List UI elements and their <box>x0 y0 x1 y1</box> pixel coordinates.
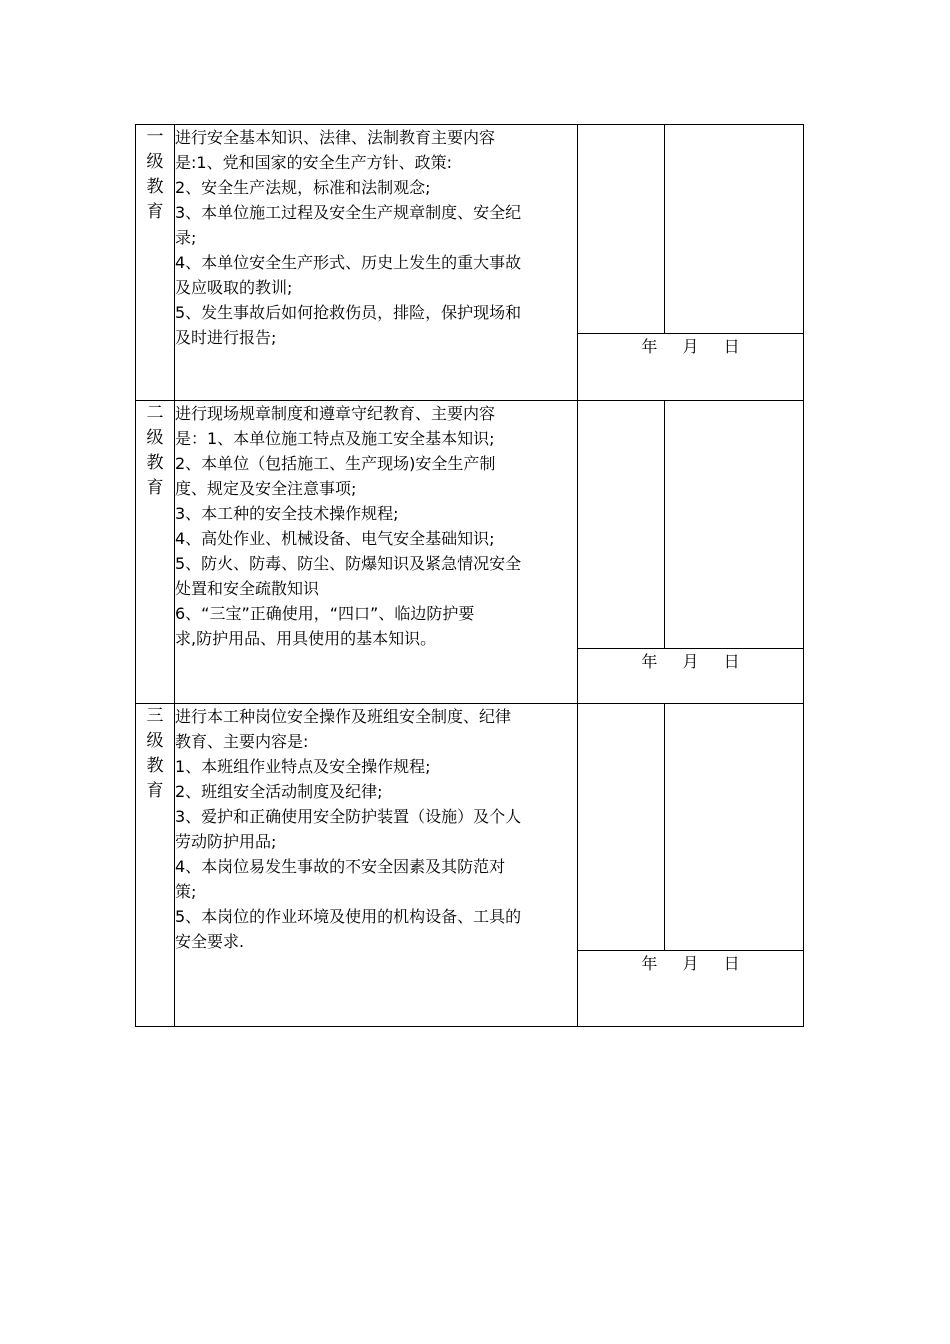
content-line: 是:1、党和国家的安全生产方针、政策: <box>175 153 452 172</box>
level-char: 育 <box>146 781 164 801</box>
content-line: 3、本单位施工过程及安全生产规章制度、安全纪 <box>175 203 522 222</box>
level-char: 级 <box>146 428 164 448</box>
content-line: 5、本岗位的作业环境及使用的机构设备、工具的 <box>175 907 522 926</box>
level-char: 三 <box>146 706 164 726</box>
content-line: 进行本工种岗位安全操作及班组安全制度、纪律 <box>175 707 512 726</box>
section-1-signature-cell-a[interactable] <box>578 125 665 334</box>
level-char: 教 <box>146 756 164 776</box>
content-line: 进行安全基本知识、法律、法制教育主要内容 <box>175 128 496 147</box>
level-char: 教 <box>146 177 164 197</box>
content-line: 2、安全生产法规，标准和法制观念; <box>175 178 431 197</box>
content-line: 劳动防护用品; <box>175 832 277 851</box>
date-year: 年 <box>641 337 658 356</box>
date-year: 年 <box>641 652 658 671</box>
content-line: 策; <box>175 882 197 901</box>
section-2-row <box>136 401 804 649</box>
content-line: 度、规定及安全注意事项; <box>175 479 357 498</box>
section-2-date[interactable] <box>578 649 804 704</box>
content-line: 及时进行报告; <box>175 328 277 347</box>
content-line: 5、防火、防毒、防尘、防爆知识及紧急情况安全 <box>175 554 522 573</box>
level-char: 一 <box>146 127 164 147</box>
content-line: 3、爱护和正确使用安全防护装置（设施）及个人 <box>175 807 522 826</box>
section-3-signature-cell-b[interactable] <box>665 704 804 951</box>
date-month: 月 <box>682 954 699 973</box>
content-line: 3、本工种的安全技术操作规程; <box>175 504 399 523</box>
content-line: 是：1、本单位施工特点及施工安全基本知识; <box>175 429 495 448</box>
content-line: 5、发生事故后如何抢救伤员，排险，保护现场和 <box>175 303 522 322</box>
section-1-date[interactable] <box>578 334 804 401</box>
date-month: 月 <box>682 652 699 671</box>
section-3-row <box>136 704 804 951</box>
level-char: 二 <box>146 403 164 423</box>
content-line: 进行现场规章制度和遵章守纪教育、主要内容 <box>175 404 496 423</box>
date-month: 月 <box>682 337 699 356</box>
content-line: 2、班组安全活动制度及纪律; <box>175 782 383 801</box>
level-char: 教 <box>146 453 164 473</box>
education-record-table <box>135 124 804 1027</box>
section-3-date[interactable] <box>578 951 804 1027</box>
section-1-signature-cell-b[interactable] <box>665 125 804 334</box>
section-2-signature-cell-a[interactable] <box>578 401 665 649</box>
date-year: 年 <box>641 954 658 973</box>
content-line: 处置和安全疏散知识 <box>175 579 320 598</box>
level-char: 级 <box>146 152 164 172</box>
content-line: 4、高处作业、机械设备、电气安全基础知识; <box>175 529 495 548</box>
content-line: 及应吸取的教训; <box>175 278 293 297</box>
content-line: 4、本单位安全生产形式、历史上发生的重大事故 <box>175 253 522 272</box>
content-line: 录; <box>175 228 197 247</box>
content-line: 求,防护用品、用具使用的基本知识。 <box>175 629 437 648</box>
section-1-content <box>175 125 578 401</box>
section-1-row <box>136 125 804 334</box>
content-line: 4、本岗位易发生事故的不安全因素及其防范对 <box>175 857 506 876</box>
section-2-level-label <box>136 401 175 704</box>
date-day: 日 <box>723 954 740 973</box>
content-line: 教育、主要内容是: <box>175 732 309 751</box>
level-char: 育 <box>146 478 164 498</box>
section-2-signature-cell-b[interactable] <box>665 401 804 649</box>
content-line: 2、本单位（包括施工、生产现场)安全生产制 <box>175 454 496 473</box>
section-3-signature-cell-a[interactable] <box>578 704 665 951</box>
content-line: 6、“三宝”正确使用，“四口”、临边防护要 <box>175 604 475 623</box>
section-1-level-label <box>136 125 175 401</box>
section-3-level-label <box>136 704 175 1027</box>
level-char: 育 <box>146 202 164 222</box>
date-day: 日 <box>723 337 740 356</box>
level-char: 级 <box>146 731 164 751</box>
date-day: 日 <box>723 652 740 671</box>
content-line: 安全要求. <box>175 932 245 951</box>
section-2-content <box>175 401 578 704</box>
section-3-content <box>175 704 578 1027</box>
content-line: 1、本班组作业特点及安全操作规程; <box>175 757 431 776</box>
